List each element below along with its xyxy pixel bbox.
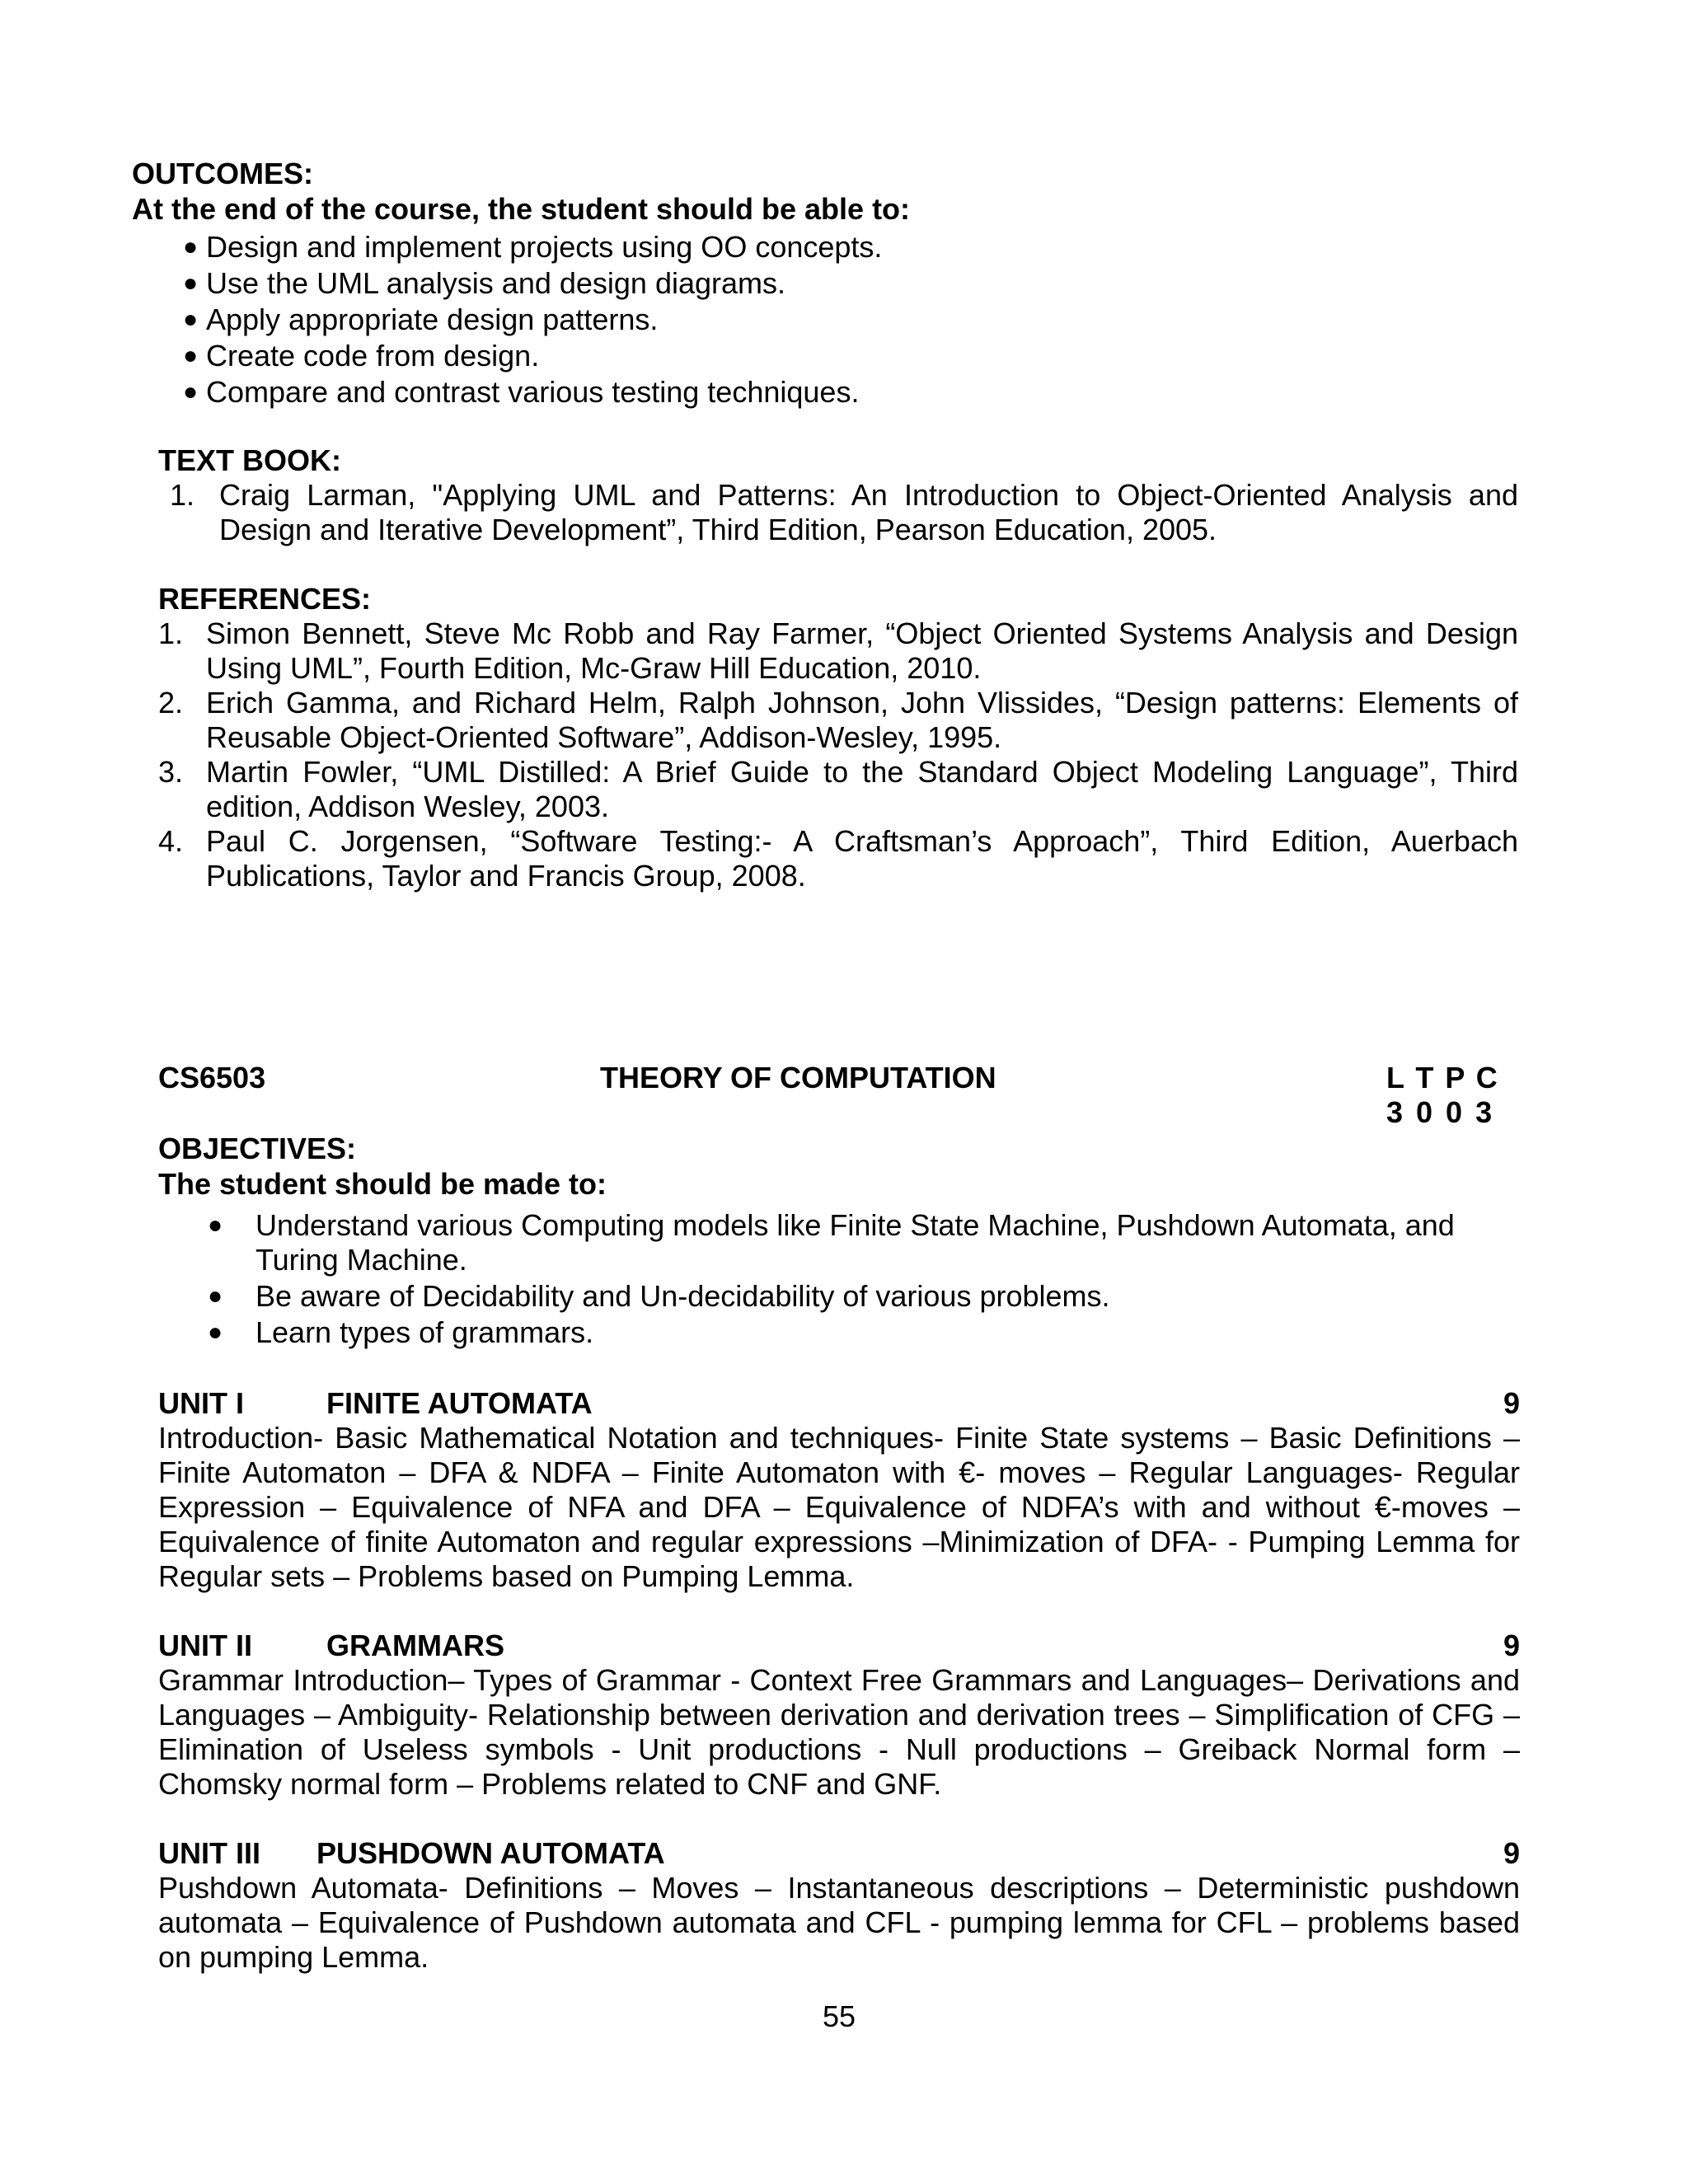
course-title: THEORY OF COMPUTATION bbox=[600, 1061, 996, 1094]
bullet-icon: ● bbox=[208, 1319, 223, 1346]
unit-hours: 9 bbox=[1503, 1386, 1521, 1420]
unit-description: Introduction- Basic Mathematical Notation and techniques- Finite State systems – Basic Definitions – Finite Automaton – DFA & NDFA – Finite Automaton with €- moves – Regular Languages- Regular Expression – Equivalence of NFA and DFA – Equivalence of NDFA’s with and without €-moves – Equivalence of finite Automaton and regular expressions –Minimization of DFA- - Pumping Lemma for Regular sets – Problems based on Pumping Lemma. bbox=[158, 1421, 1520, 1593]
outcomes-heading: OUTCOMES: bbox=[132, 157, 313, 190]
unit-label: UNIT II bbox=[158, 1629, 252, 1662]
unit-title: GRAMMARS bbox=[326, 1629, 504, 1662]
list-item: 1. Simon Bennett, Steve Mc Robb and Ray Farmer, “Object Oriented Systems Analysis and Design Using UML”, Fourth Edition, Mc-Graw Hill Education, 2010. bbox=[158, 616, 1518, 685]
list-item: ● Be aware of Decidability and Un-decidability of various problems. bbox=[208, 1279, 1110, 1313]
list-item: ● Apply appropriate design patterns. bbox=[183, 302, 659, 336]
course-code: CS6503 bbox=[158, 1061, 266, 1094]
textbook-heading: TEXT BOOK: bbox=[158, 443, 341, 477]
bullet-icon: ● bbox=[183, 378, 199, 405]
objectives-list bbox=[208, 1208, 1493, 1350]
list-item: ● Design and implement projects using OO concepts. bbox=[183, 230, 883, 264]
references-heading: REFERENCES: bbox=[158, 582, 372, 616]
unit-hours: 9 bbox=[1503, 1836, 1521, 1870]
unit-title: FINITE AUTOMATA bbox=[326, 1386, 593, 1420]
unit-title: PUSHDOWN AUTOMATA bbox=[316, 1836, 665, 1870]
unit-hours: 9 bbox=[1503, 1629, 1521, 1662]
ltpc-label: L T P C bbox=[1386, 1061, 1498, 1094]
unit-label: UNIT III bbox=[158, 1836, 260, 1870]
bullet-icon: ● bbox=[208, 1212, 223, 1239]
objectives-heading: OBJECTIVES: bbox=[158, 1132, 357, 1165]
ltpc-values: 3 0 0 3 bbox=[1386, 1095, 1493, 1129]
list-item: 2. Erich Gamma, and Richard Helm, Ralph Johnson, John Vlissides, “Design patterns: Elements of Reusable Object-Oriented Software”, Addison-Wesley, 1995. bbox=[158, 686, 1518, 754]
bullet-icon: ● bbox=[183, 342, 199, 369]
textbook-list bbox=[170, 478, 1518, 547]
references-list bbox=[158, 616, 1518, 893]
list-item: ● Create code from design. bbox=[183, 339, 540, 373]
unit-description: Pushdown Automata- Definitions – Moves – Instantaneous descriptions – Deterministic pushdown automata – Equivalence of Pushdown automata and CFL - pumping lemma for CFL – problems based on pumping Lemma. bbox=[158, 1871, 1520, 1974]
list-item: 4. Paul C. Jorgensen, “Software Testing:- A Craftsman’s Approach”, Third Edition, Auerbach Publications, Taylor and Francis Group, 2008. bbox=[158, 824, 1518, 893]
list-item: ● Compare and contrast various testing techniques. bbox=[183, 375, 860, 409]
bullet-icon: ● bbox=[208, 1282, 223, 1310]
bullet-icon: ● bbox=[183, 233, 199, 260]
objectives-intro: The student should be made to: bbox=[158, 1167, 607, 1201]
bullet-icon: ● bbox=[183, 306, 199, 333]
list-item: ● Use the UML analysis and design diagrams. bbox=[183, 266, 786, 300]
bullet-icon: ● bbox=[183, 269, 199, 297]
page-number: 55 bbox=[822, 1999, 856, 2033]
outcomes-intro: At the end of the course, the student should be able to: bbox=[132, 192, 911, 226]
unit-label: UNIT I bbox=[158, 1386, 244, 1420]
list-item: ● Understand various Computing models like Finite State Machine, Pushdown Automata, and Turing Machine. bbox=[208, 1208, 1455, 1277]
list-item: 3. Martin Fowler, “UML Distilled: A Brief Guide to the Standard Object Modeling Language”, Third edition, Addison Wesley, 2003. bbox=[158, 755, 1518, 823]
list-item: 1. Craig Larman, "Applying UML and Patterns: An Introduction to Object-Oriented Analysis and Design and Iterative Development”, Third Edition, Pearson Education, 2005. bbox=[170, 478, 1518, 546]
unit-description: Grammar Introduction– Types of Grammar - Context Free Grammars and Languages– Derivations and Languages – Ambiguity- Relationship between derivation and derivation trees – Simplification of CFG – Elimination of Useless symbols - Unit productions - Null productions – Greiback Normal form – Chomsky normal form – Problems related to CNF and GNF. bbox=[158, 1663, 1520, 1801]
list-item: ● Learn types of grammars. bbox=[208, 1315, 594, 1349]
outcomes-list bbox=[185, 229, 1503, 410]
